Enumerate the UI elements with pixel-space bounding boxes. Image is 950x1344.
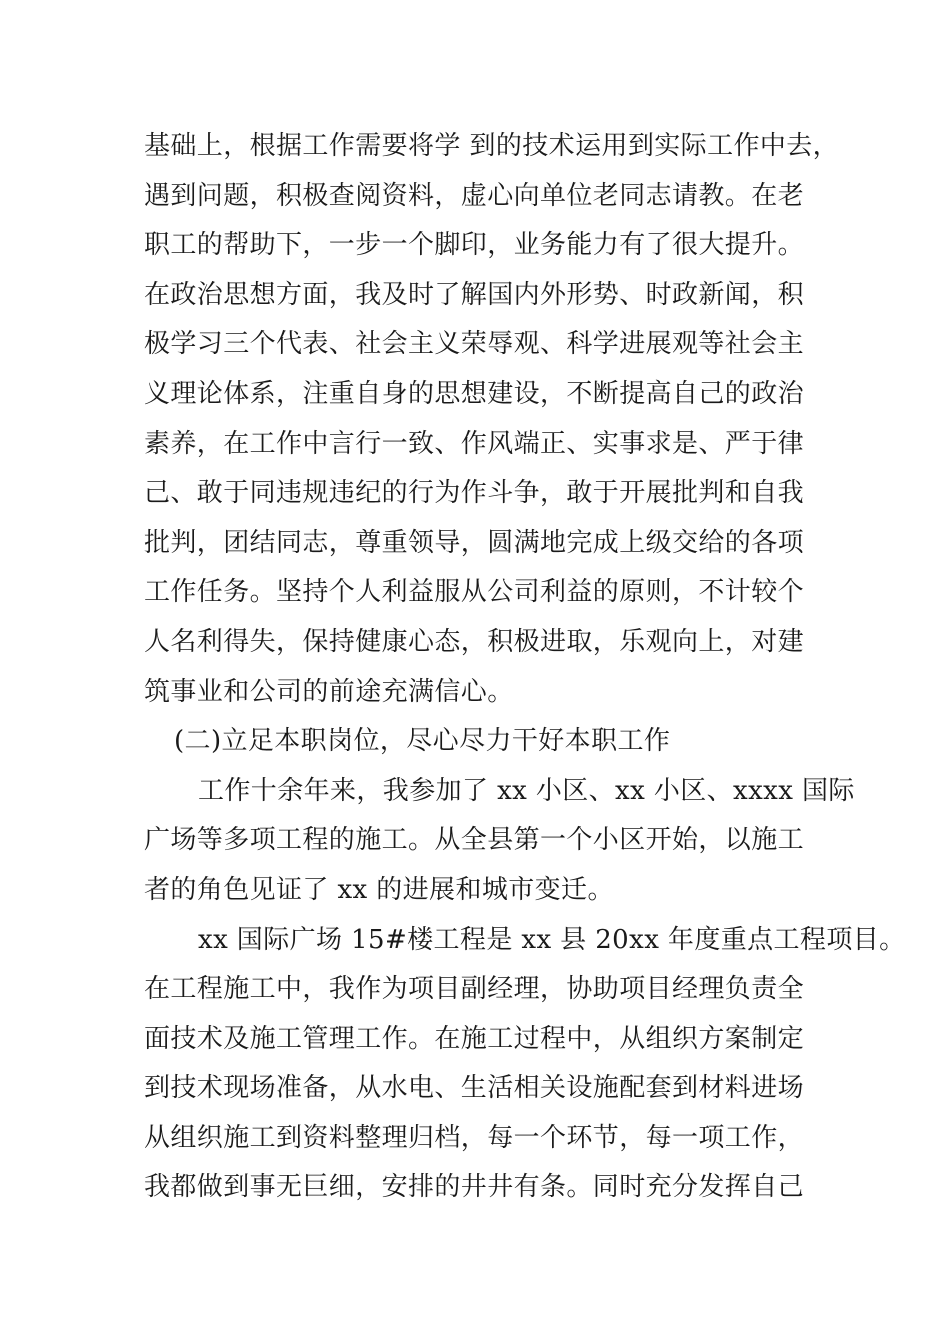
text-line: 基础上，根据工作需要将学 到的技术运用到实际工作中去， (144, 131, 840, 161)
text-line: 到技术现场准备，从水电、生活相关设施配套到材料进场 (144, 1073, 805, 1104)
text-line: 者的角色见证了 xx 的进展和城市变迁。 (144, 874, 614, 905)
text-line: 素养，在工作中言行一致、作风端正、实事求是、严于律 (144, 428, 805, 459)
text-line: 极学习三个代表、社会主义荣辱观、科学进展观等社会主 (144, 329, 805, 360)
text-line: 己、敢于同违规违纪的行为作斗争，敢于开展批判和自我 (144, 478, 805, 509)
text-line: 批判，团结同志，尊重领导，圆满地完成上级交给的各项 (144, 527, 805, 558)
paragraph-first-line: 工作十余年来，我参加了 xx 小区、xx 小区、xxxx 国际 (198, 775, 855, 806)
text-line: 面技术及施工管理工作。在施工过程中，从组织方案制定 (144, 1023, 805, 1054)
paragraph-first-line: xx 国际广场 15#楼工程是 xx 县 20xx 年度重点工程项目。 (198, 924, 906, 955)
text-line: 从组织施工到资料整理归档，每一个环节，每一项工作， (144, 1122, 805, 1153)
text-line: 职工的帮助下，一步一个脚印，业务能力有了很大提升。 (144, 230, 805, 261)
text-line: 遇到问题，积极查阅资料，虚心向单位老同志请教。在老 (144, 180, 805, 211)
document-body (0, 122, 950, 1213)
text-line: 我都做到事无巨细，安排的井井有条。同时充分发挥自己 (144, 1172, 805, 1203)
text-line: 筑事业和公司的前途充满信心。 (144, 676, 514, 707)
text-line: 广场等多项工程的施工。从全县第一个小区开始，以施工 (144, 825, 805, 856)
text-line: 人名利得失，保持健康心态，积极进取，乐观向上，对建 (144, 626, 805, 657)
text-line: 在工程施工中，我作为项目副经理，协助项目经理负责全 (144, 974, 805, 1005)
text-line: 在政治思想方面，我及时了解国内外形势、时政新闻，积 (144, 279, 805, 310)
section-heading: (二)立足本职岗位，尽心尽力干好本职工作 (174, 726, 671, 757)
text-line: 工作任务。坚持个人利益服从公司利益的原则，不计较个 (144, 577, 805, 608)
text-line: 义理论体系，注重自身的思想建设，不断提高自己的政治 (144, 378, 805, 409)
